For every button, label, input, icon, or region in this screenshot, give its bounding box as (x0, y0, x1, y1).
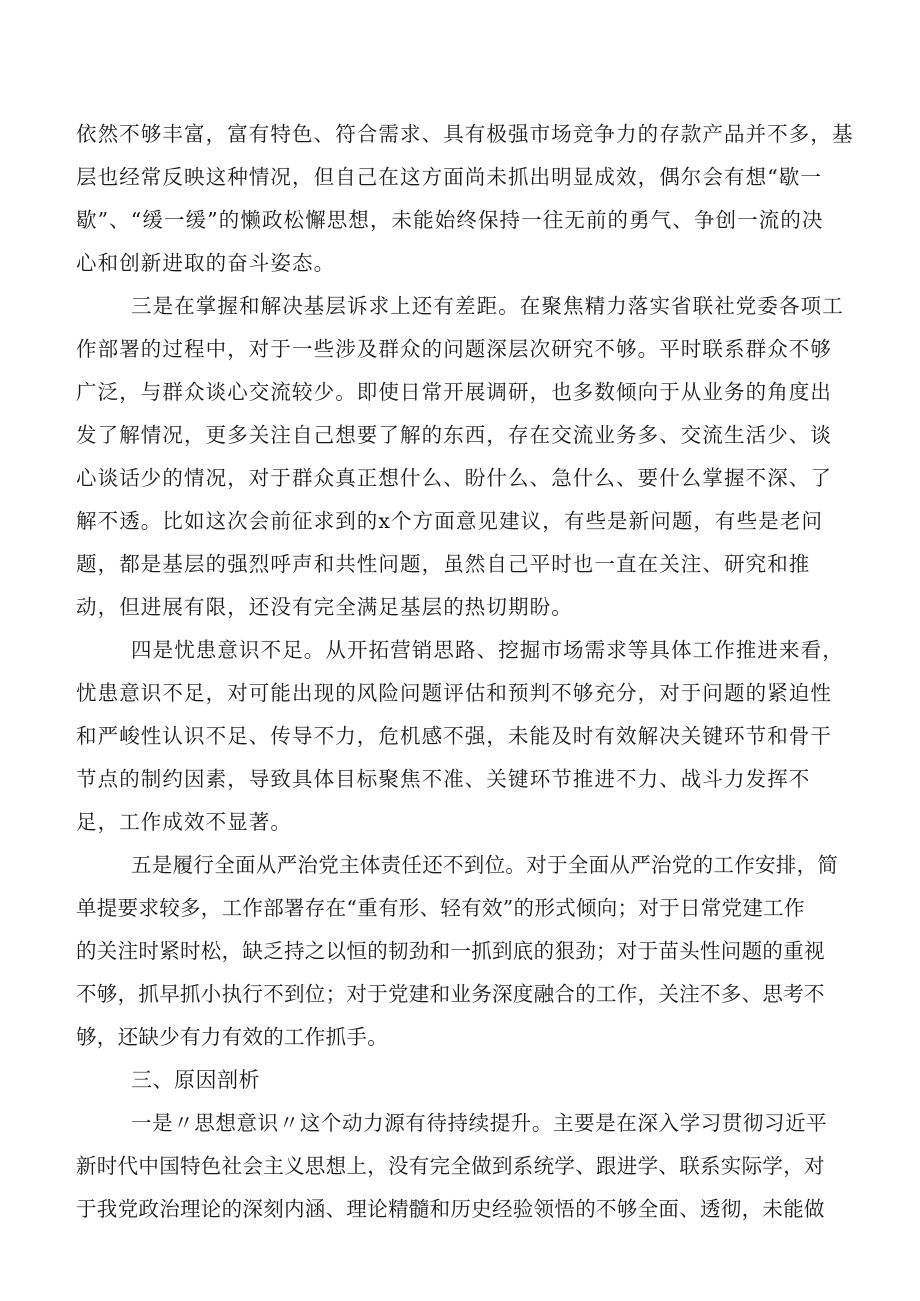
text-line: 作部署的过程中，对于一些涉及群众的问题深层次研究不够。平时联系群众不够 (76, 337, 832, 361)
text-line: 够，还缺少有力有效的工作抓手。 (76, 1025, 388, 1049)
text-line: 广泛，与群众谈心交流较少。即使日常开展调研，也多数倾向于从业务的角度出 (76, 380, 832, 404)
text-line: 动，但进展有限，还没有完全满足基层的热切期盼。 (76, 595, 573, 619)
text-line: 新时代中国特色社会主义思想上，没有完全做到系统学、跟进学、联系实际学，对 (76, 1154, 825, 1178)
text-line: 歇”、“缓一缓”的懒政松懈思想，未能始终保持一往无前的勇气、争创一流的决 (76, 208, 824, 232)
text-line: 忧患意识不足，对可能出现的风险问题评估和预判不够充分，对于问题的紧迫性 (76, 681, 832, 705)
text-line: 题，都是基层的强烈呼声和共性问题，虽然自己平时也一直在关注、研究和推 (76, 552, 811, 576)
text-line: 心谈话少的情况，对于群众真正想什么、盼什么、急什么、要什么掌握不深、了 (76, 466, 832, 490)
text-line: 三是在掌握和解决基层诉求上还有差距。在聚焦精力落实省联社党委各项工 (131, 294, 844, 318)
text-line: 层也经常反映这种情况，但自己在这方面尚未抓出明显成效，偶尔会有想“歇一 (76, 165, 822, 189)
text-line: 依然不够丰富，富有特色、符合需求、具有极强市场竞争力的存款产品并不多，基 (76, 122, 854, 146)
text-line: 五是履行全面从严治党主体责任还不到位。对于全面从严治党的工作安排，简 (131, 853, 839, 877)
text-line: 发了解情况，更多关注自己想要了解的东西，存在交流业务多、交流生活少、谈 (76, 423, 832, 447)
text-line: 于我党政治理论的深刻内涵、理论精髓和历史经验领悟的不够全面、透彻，未能做 (76, 1197, 825, 1221)
text-line: 不够，抓早抓小执行不到位；对于党建和业务深度融合的工作，关注不多、思考不 (76, 982, 825, 1006)
section-heading: 三、原因剖析 (131, 1068, 260, 1092)
text-line: 单提要求较多，工作部署存在“重有形、轻有效”的形式倾向；对于日常党建工作 (76, 896, 805, 920)
text-line: 心和创新进取的奋斗姿态。 (76, 251, 336, 275)
text-line: 解不透。比如这次会前征求到的x个方面意见建议，有些是新问题，有些是老问 (76, 509, 824, 533)
text-line: 的关注时紧时松，缺乏持之以恒的韧劲和一抓到底的狠劲；对于苗头性问题的重视 (76, 939, 825, 963)
text-line: 节点的制约因素，导致具体目标聚焦不准、关键环节推进不力、战斗力发挥不 (76, 767, 811, 791)
text-line: 一是〃思想意识〃这个动力源有待持续提升。主要是在深入学习贯彻习近平 (131, 1111, 828, 1135)
text-line: 四是忧患意识不足。从开拓营销思路、挖掘市场需求等具体工作推进来看， (131, 638, 844, 662)
text-line: 和严峻性认识不足、传导不力，危机感不强，未能及时有效解决关键环节和骨干 (76, 724, 832, 748)
text-line: 足，工作成效不显著。 (76, 810, 292, 834)
